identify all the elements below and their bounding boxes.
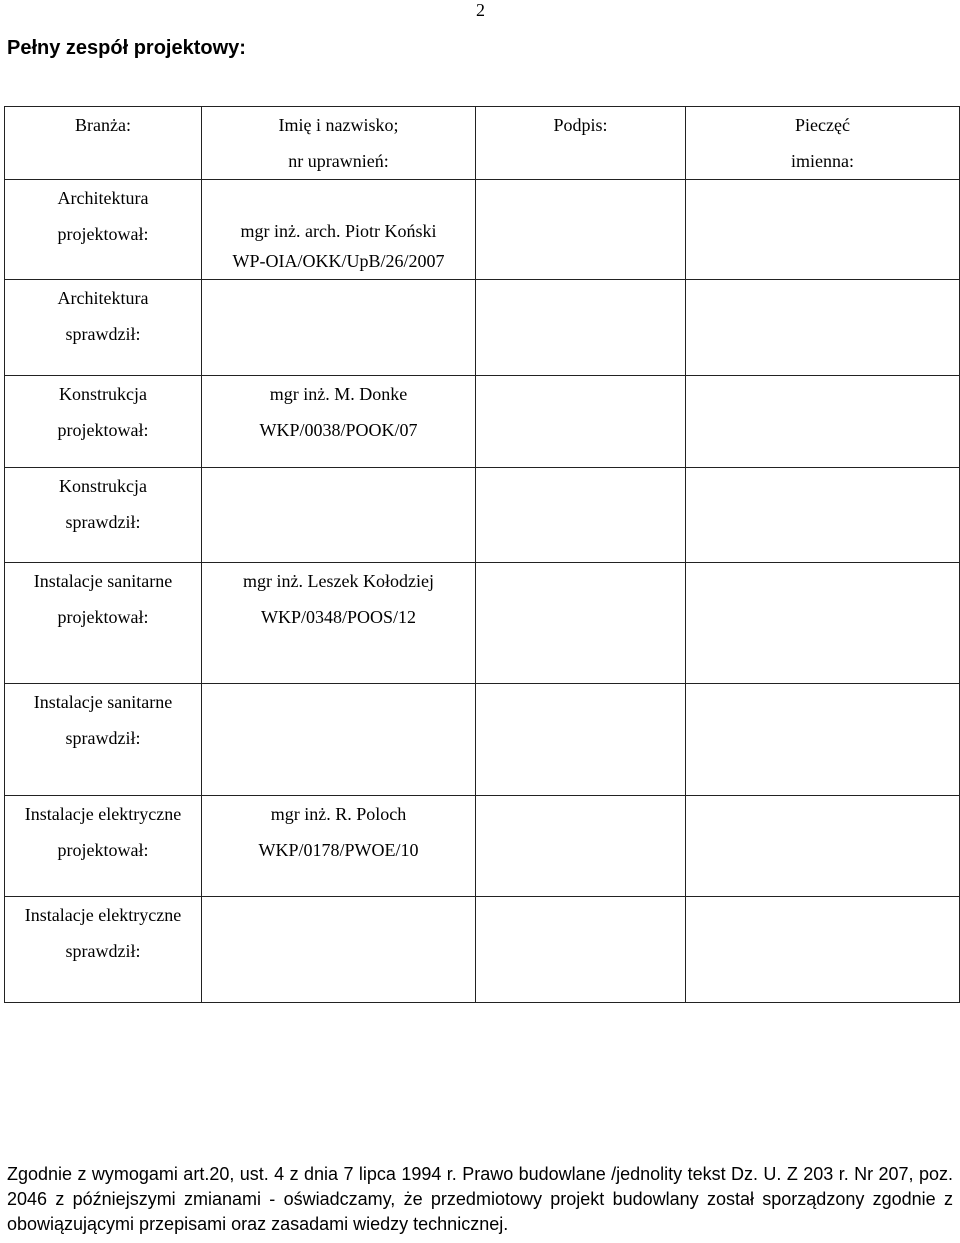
- table-row: [5, 180, 960, 280]
- role-text: sprawdził:: [65, 941, 141, 961]
- license-number: WP-OIA/OKK/UpB/26/2007: [232, 251, 445, 271]
- table-row: [5, 376, 960, 468]
- header-name-line1: Imię i nazwisko;: [278, 115, 399, 135]
- person-cell: [202, 897, 476, 1003]
- role-text: sprawdził:: [65, 728, 141, 748]
- branch-cell: [5, 796, 202, 897]
- person-cell: [202, 376, 476, 468]
- person-cell: [202, 468, 476, 563]
- branch-text: Konstrukcja: [59, 476, 147, 496]
- table-row: [5, 563, 960, 684]
- branch-text: Instalacje elektryczne: [24, 804, 182, 824]
- project-team-table: [4, 106, 960, 1003]
- page-title: Pełny zespół projektowy:: [7, 37, 246, 59]
- branch-cell: [5, 684, 202, 796]
- person-name: mgr inż. M. Donke: [269, 384, 408, 404]
- branch-text: Instalacje elektryczne: [24, 905, 182, 925]
- person-name: mgr inż. arch. Piotr Koński: [240, 221, 437, 241]
- header-stamp: [686, 107, 960, 180]
- branch-text: Architektura: [57, 188, 149, 208]
- table-row: [5, 468, 960, 563]
- branch-text: Konstrukcja: [59, 384, 147, 404]
- stamp-cell: [686, 280, 960, 376]
- license-number: WKP/0348/POOS/12: [260, 607, 417, 627]
- role-text: sprawdził:: [65, 512, 141, 532]
- person-cell: [202, 684, 476, 796]
- branch-cell: [5, 280, 202, 376]
- person-cell: [202, 180, 476, 280]
- signature-cell: [476, 468, 686, 563]
- license-number: WKP/0038/POOK/07: [259, 420, 418, 440]
- stamp-cell: [686, 180, 960, 280]
- role-text: projektował:: [57, 224, 149, 244]
- branch-cell: [5, 468, 202, 563]
- header-signature-text: Podpis:: [553, 115, 608, 135]
- branch-cell: [5, 563, 202, 684]
- header-branza-text: Branża:: [75, 115, 131, 135]
- stamp-cell: [686, 563, 960, 684]
- person-name: mgr inż. R. Poloch: [270, 804, 407, 824]
- license-number: WKP/0178/PWOE/10: [258, 840, 419, 860]
- stamp-cell: [686, 468, 960, 563]
- branch-cell: [5, 376, 202, 468]
- branch-cell: [5, 180, 202, 280]
- header-name: [202, 107, 476, 180]
- person-name: mgr inż. Leszek Kołodziej: [243, 571, 434, 591]
- signature-cell: [476, 280, 686, 376]
- header-branza: [5, 107, 202, 180]
- role-text: projektował:: [57, 840, 149, 860]
- header-stamp-line2: imienna:: [791, 151, 854, 171]
- branch-text: Instalacje sanitarne: [33, 571, 173, 591]
- signature-cell: [476, 684, 686, 796]
- table-header-row: [5, 107, 960, 180]
- branch-text: Architektura: [57, 288, 149, 308]
- person-cell: [202, 796, 476, 897]
- table-row: [5, 897, 960, 1003]
- role-text: sprawdził:: [65, 324, 141, 344]
- header-stamp-line1: Pieczęć: [795, 115, 850, 135]
- header-signature: [476, 107, 686, 180]
- stamp-cell: [686, 376, 960, 468]
- branch-cell: [5, 897, 202, 1003]
- person-cell: [202, 563, 476, 684]
- signature-cell: [476, 897, 686, 1003]
- signature-cell: [476, 376, 686, 468]
- branch-text: Instalacje sanitarne: [33, 692, 173, 712]
- signature-cell: [476, 796, 686, 897]
- signature-cell: [476, 563, 686, 684]
- signature-cell: [476, 180, 686, 280]
- table-row: [5, 684, 960, 796]
- legal-statement: Zgodnie z wymogami art.20, ust. 4 z dnia 7 lipca 1994 r. Prawo budowlane /jednolity tekst Dz. U. Z 203 r. Nr 207, poz. 2046 z późniejszymi zmianami - oświadczamy, że przedmiotowy projekt budowlany został sporządzony zgodnie z obowiązującymi przepisami oraz zasadami wiedzy technicznej.: [7, 1164, 953, 1234]
- stamp-cell: [686, 796, 960, 897]
- stamp-cell: [686, 684, 960, 796]
- table-row: [5, 280, 960, 376]
- stamp-cell: [686, 897, 960, 1003]
- page-number: 2: [476, 0, 485, 20]
- role-text: projektował:: [57, 607, 149, 627]
- role-text: projektował:: [57, 420, 149, 440]
- person-cell: [202, 280, 476, 376]
- table-row: [5, 796, 960, 897]
- header-name-line2: nr uprawnień:: [288, 151, 389, 171]
